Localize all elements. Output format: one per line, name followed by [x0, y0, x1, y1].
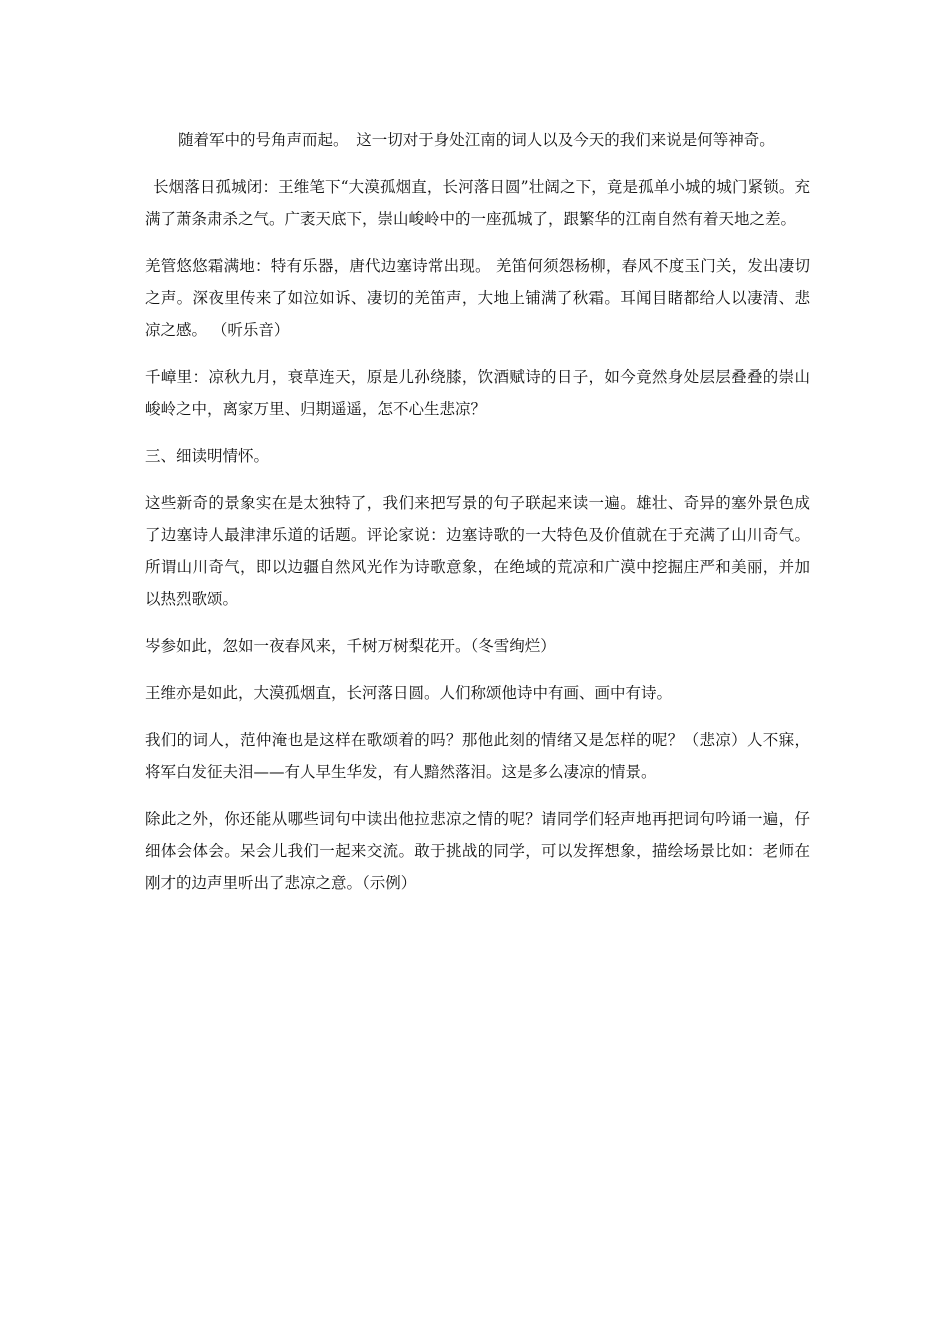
paragraph-fan-zhongyan: 我们的词人，范仲淹也是这样在歌颂着的吗？那他此刻的情绪又是怎样的呢？（悲凉）人不寐，将军白发征夫泪——有人早生华发，有人黯然落泪。这是多么凄凉的情景。: [145, 731, 810, 781]
paragraph-frontier-scenery: 这些新奇的景象实在是太独特了，我们来把写景的句子联起来读一遍。雄壮、奇异的塞外景色成了边塞诗人最津津乐道的话题。评论家说：边塞诗歌的一大特色及价值就在于充满了山川奇气。所谓山川奇气，即以边疆自然风光作为诗歌意象，在绝域的荒凉和广漠中挖掘庄严和美丽，并加以热烈歌颂。: [145, 494, 810, 608]
paragraph-exercise: 除此之外，你还能从哪些词句中读出他拉悲凉之情的呢？请同学们轻声地再把词句吟诵一遍，仔细体会体会。呆会儿我们一起来交流。敢于挑战的同学，可以发挥想象，描绘场景比如：老师在刚才的边声里听出了悲凉之意。（示例）: [145, 810, 810, 892]
paragraph-lonely-city: 长烟落日孤城闭：王维笔下“大漠孤烟直，长河落日圆”壮阔之下，竟是孤单小城的城门紧锁。充满了萧条肃杀之气。广袤天底下，崇山峻岭中的一座孤城了，跟繁华的江南自然有着天地之差。: [145, 178, 810, 228]
paragraph-bugle: 随着军中的号角声而起。 这一切对于身处江南的词人以及今天的我们来说是何等神奇。: [178, 131, 775, 149]
paragraph-qiang-flute: 羌管悠悠霜满地：特有乐器，唐代边塞诗常出现。 羌笛何须怨杨柳，春风不度玉门关，发出凄切之声。深夜里传来了如泣如诉、凄切的羌笛声，大地上铺满了秋霜。耳闻目睹都给人以凄清、悲凉之感。 （听乐音）: [145, 257, 810, 339]
section-heading: 三、细读明情怀。: [145, 447, 270, 465]
paragraph-wang-wei: 王维亦是如此，大漠孤烟直，长河落日圆。人们称颂他诗中有画、画中有诗。: [145, 684, 673, 702]
paragraph-mountains: 千嶂里：凉秋九月，衰草连天，原是儿孙绕膝，饮酒赋诗的日子，如今竟然身处层层叠叠的崇山峻岭之中，离家万里、归期遥遥，怎不心生悲凉？: [145, 368, 810, 418]
paragraph-cen-shen: 岑参如此，忽如一夜春风来，千树万树梨花开。（冬雪绚烂）: [145, 637, 556, 655]
document-body: [145, 124, 810, 914]
